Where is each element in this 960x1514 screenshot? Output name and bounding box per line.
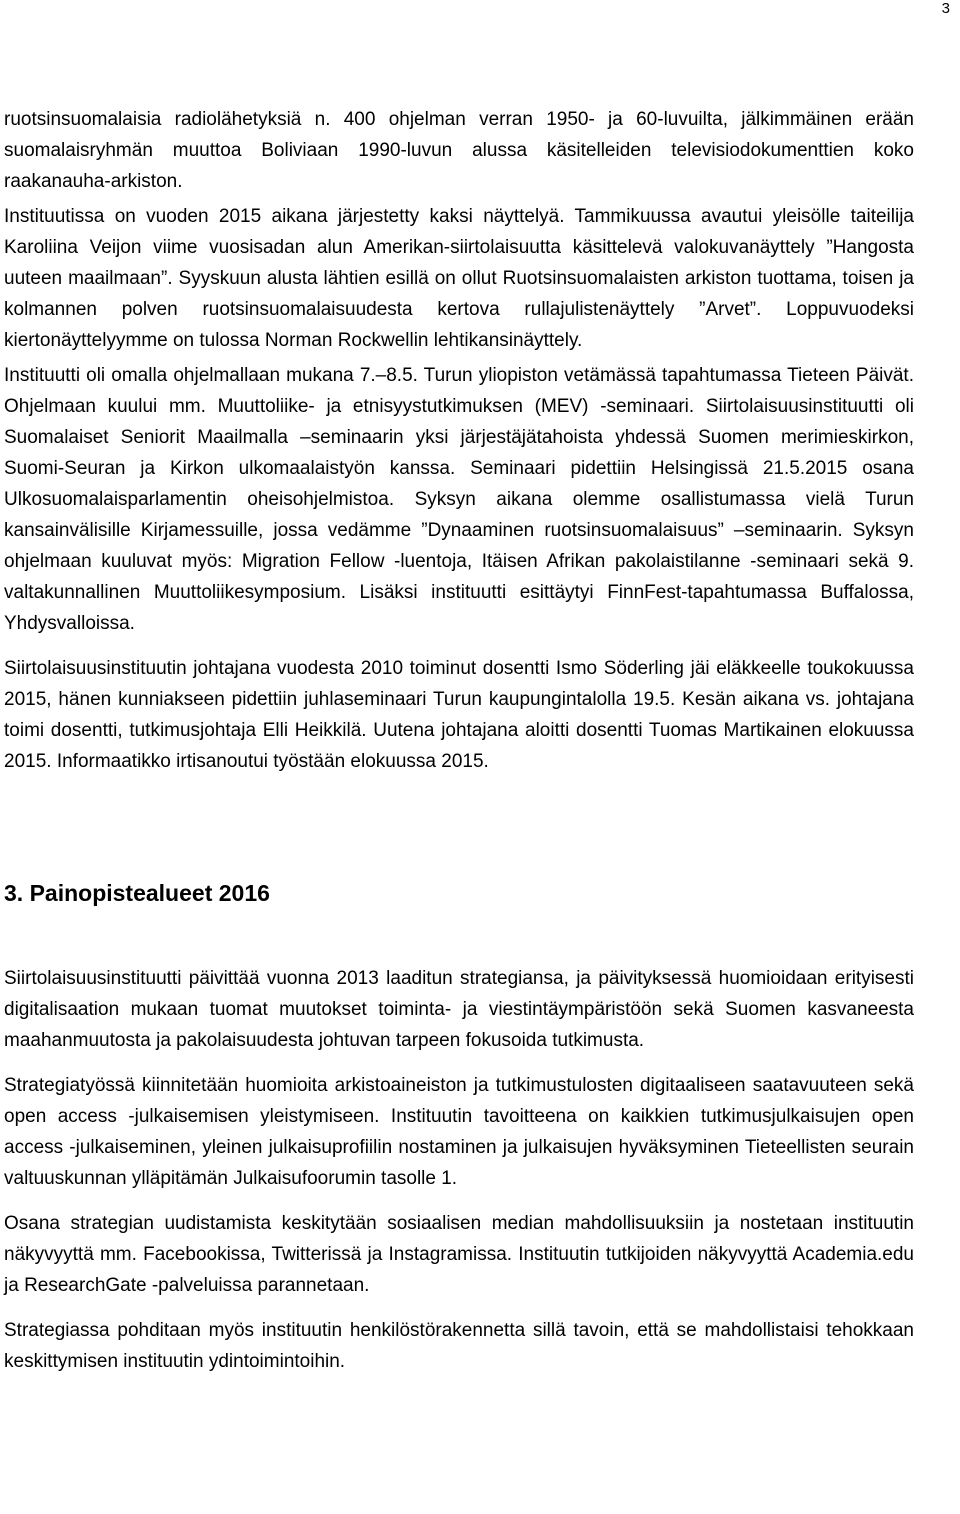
section-heading: 3. Painopistealueet 2016	[4, 880, 270, 906]
paragraph-staff-changes: Siirtolaisuusinstituutin johtajana vuodesta 2010 toiminut dosentti Ismo Söderling jäi eläkkeelle toukokuussa 2015, hänen kunniakseen pidettiin juhlaseminaari Turun kaupungintalolla 19.5. Kesän aikana vs. johtajana toimi dosentti, tutkimusjohtaja Elli Heikkilä. Uutena johtajana aloitti dosentti Tuomas Martikainen elokuussa 2015. Informaatikko irtisanoutui työstään elokuussa 2015.	[4, 658, 914, 772]
paragraph-staff-structure: Strategiassa pohditaan myös instituutin henkilöstörakennetta sillä tavoin, että se mahdollistaisi tehokkaan keskittymisen instituutin ydintoimintoihin.	[4, 1320, 914, 1372]
document-body	[4, 104, 914, 1377]
paragraph-radio-archive: ruotsinsuomalaisia radiolähetyksiä n. 400 ohjelman verran 1950- ja 60-luvuilta, jälkimmäinen erään suomalaisryhmän muuttoa Boliviaan 1990-luvun alussa käsitelleiden televisiodokumenttien koko raakanauha-arkiston.	[4, 109, 914, 192]
paragraph-events: Instituutti oli omalla ohjelmallaan mukana 7.–8.5. Turun yliopiston vetämässä tapahtumassa Tieteen Päivät. Ohjelmaan kuului mm. Muuttoliike- ja etnisyystutkimuksen (MEV) -seminaari. Siirtolaisuusinstituutti oli Suomalaiset Seniorit Maailmalla –seminaarin yksi järjestäjätahoista yhdessä Suomen merimieskirkon, Suomi-Seuran ja Kirkon ulkomaalaistyön kanssa. Seminaari pidettiin Helsingissä 21.5.2015 osana Ulkosuomalaisparlamentin oheisohjelmistoa. Syksyn aikana olemme osallistumassa vielä Turun kansainvälisille Kirjamessuille, jossa vedämme ”Dynaaminen ruotsinsuomalaisuus” –seminaarin. Syksyn ohjelmaan kuuluvat myös: Migration Fellow -luentoja, Itäisen Afrikan pakolaistilanne -seminaari sekä 9. valtakunnallinen Muuttoliikesymposium. Lisäksi instituutti esittäytyi FinnFest-tapahtumassa Buffalossa, Yhdysvalloissa.	[4, 365, 914, 634]
paragraph-social-media: Osana strategian uudistamista keskitytään sosiaalisen median mahdollisuuksiin ja nostetaan instituutin näkyvyyttä mm. Facebookissa, Twitterissä ja Instagramissa. Instituutin tutkijoiden näkyvyyttä Academia.edu ja ResearchGate -palveluissa parannetaan.	[4, 1213, 914, 1296]
page-number: 3	[941, 0, 950, 17]
paragraph-exhibitions: Instituutissa on vuoden 2015 aikana järjestetty kaksi näyttelyä. Tammikuussa avautui yleisölle taiteilija Karoliina Veijon viime vuosisadan alun Amerikan-siirtolaisuutta käsittelevä valokuvanäyttely ”Hangosta uuteen maailmaan”. Syyskuun alusta lähtien esillä on ollut Ruotsinsuomalaisten arkiston tuottama, toisen ja kolmannen polven ruotsinsuomalaisuudesta kertova rullajulistenäyttely ”Arvet”. Loppuvuodeksi kiertonäyttelyymme on tulossa Norman Rockwellin lehtikansinäyttely.	[4, 206, 914, 351]
paragraph-open-access: Strategiatyössä kiinnitetään huomioita arkistoaineiston ja tutkimustulosten digitaaliseen saatavuuteen sekä open access -julkaisemisen yleistymiseen. Instituutin tavoitteena on kaikkien tutkimusjulkaisujen open access -julkaiseminen, yleinen julkaisuprofiilin nostaminen ja julkaisujen hyväksyminen Tieteellisten seurain valtuuskunnan ylläpitämän Julkaisufoorumin tasolle 1.	[4, 1075, 914, 1189]
paragraph-strategy-update: Siirtolaisuusinstituutti päivittää vuonna 2013 laaditun strategiansa, ja päivityksessä huomioidaan erityisesti digitalisaation mukaan tuomat muutokset toiminta- ja viestintäympäristöön sekä Suomen kasvaneesta maahanmuutosta ja pakolaisuudesta johtuvan tarpeen fokusoida tutkimusta.	[4, 968, 914, 1051]
